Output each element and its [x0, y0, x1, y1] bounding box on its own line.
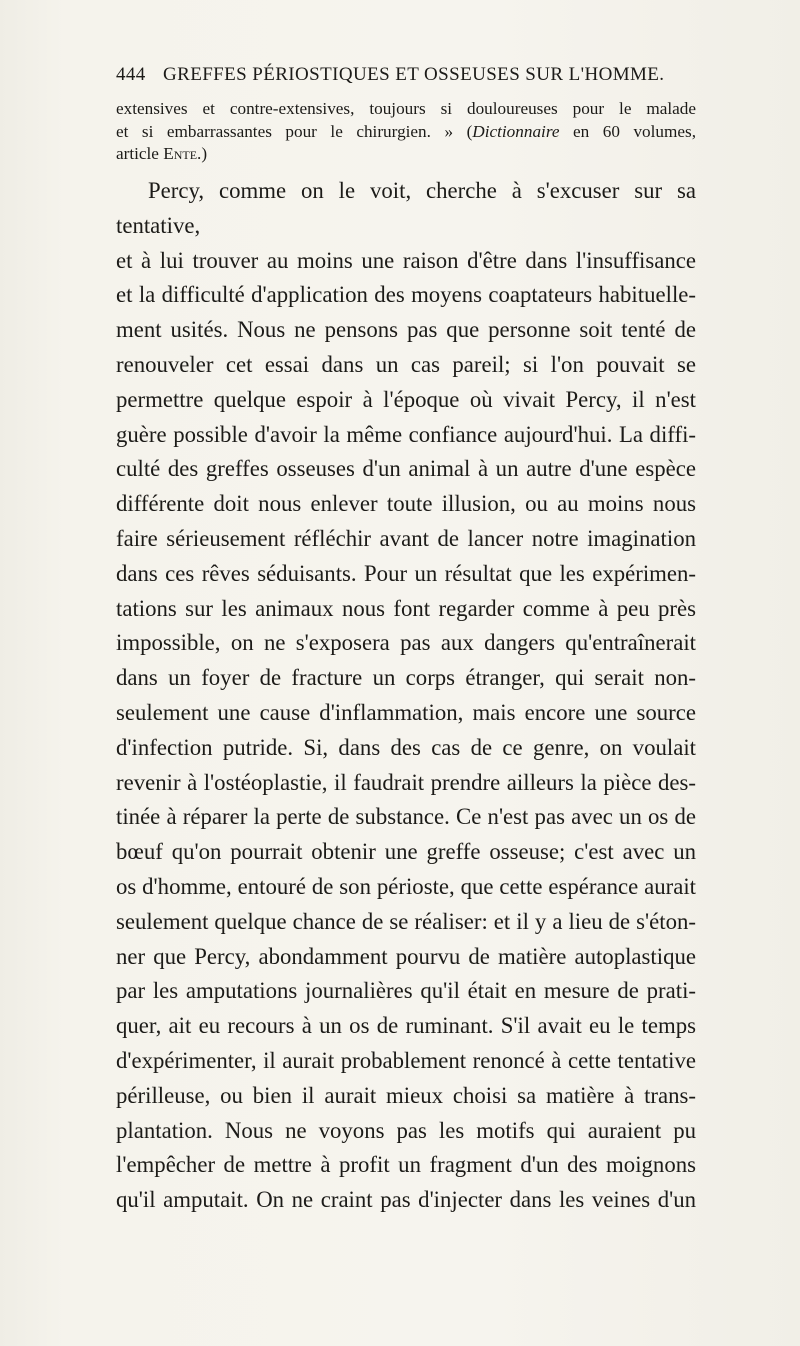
paragraph-line: revenir à l'ostéoplastie, il faudrait prendre ailleurs la pièce des-: [116, 769, 696, 795]
paragraph-line: guère possible d'avoir la même confiance aujourd'hui. La diffi-: [116, 421, 696, 447]
paragraph-line: renouveler cet essai dans un cas pareil; si l'on pouvait se: [116, 351, 696, 377]
quotation-line: article Ente.): [116, 144, 208, 163]
paragraph-line: ment usités. Nous ne pensons pas que personne soit tenté de: [116, 317, 696, 343]
dictionary-title: Dictionnaire: [472, 121, 560, 141]
paragraph-line: plantation. Nous ne voyons pas les motifs qui auraient pu: [116, 1117, 696, 1143]
quotation-end: [116, 98, 696, 166]
paragraph-line: ner que Percy, abondamment pourvu de matière autoplastique: [116, 943, 696, 969]
paragraph-line: seulement une cause d'inflammation, mais encore une source: [116, 699, 696, 725]
paragraph-line: Percy, comme on le voit, cherche à s'excuser sur sa tentative,: [116, 178, 696, 238]
paragraph-line: dans un foyer de fracture un corps étranger, qui serait non-: [116, 665, 696, 691]
paragraph-line: d'expérimenter, il aurait probablement renoncé à cette tentative: [116, 1047, 696, 1073]
quotation-line: extensives et contre-extensives, toujours si douloureuses pour le malade: [116, 99, 696, 118]
paragraph-line: impossible, on ne s'exposera pas aux dangers qu'entraînerait: [116, 630, 696, 656]
page-header: [116, 64, 696, 90]
paragraph-line: seulement quelque chance de se réaliser: et il y a lieu de s'éton-: [116, 908, 696, 934]
page-number: 444: [116, 64, 146, 85]
paragraph-line: bœuf qu'on pourrait obtenir une greffe osseuse; c'est avec un: [116, 839, 696, 865]
paragraph: [116, 174, 696, 1218]
paragraph-line: quer, ait eu recours à un os de ruminant. S'il avait eu le temps: [116, 1013, 696, 1039]
paragraph-line: faire sérieusement réfléchir avant de lancer notre imagination: [116, 525, 696, 551]
paragraph-line: différente doit nous enlever toute illusion, ou au moins nous: [116, 491, 696, 517]
quotation-line: et si embarrassantes pour le chirurgien. » (Dictionnaire en 60 volumes,: [116, 121, 696, 141]
paragraph-line: par les amputations journalières qu'il était en mesure de prati-: [116, 978, 696, 1004]
paragraph-line: d'infection putride. Si, dans des cas de ce genre, on voulait: [116, 734, 696, 760]
paragraph-line: tations sur les animaux nous font regarder comme à peu près: [116, 595, 696, 621]
paragraph-line: culté des greffes osseuses d'un animal à un autre d'une espèce: [116, 456, 696, 482]
paragraph-line: dans ces rêves séduisants. Pour un résultat que les expérimen-: [116, 560, 696, 586]
running-title: GREFFES PÉRIOSTIQUES ET OSSEUSES SUR L'HOMME.: [163, 64, 665, 85]
paragraph-line: et la difficulté d'application des moyens coaptateurs habituelle-: [116, 282, 696, 308]
paragraph-line: qu'il amputait. On ne craint pas d'injecter dans les veines d'un: [116, 1187, 696, 1213]
paragraph-line: tinée à réparer la perte de substance. Ce n'est pas avec un os de: [116, 804, 696, 830]
paragraph-line: périlleuse, ou bien il aurait mieux choisi sa matière à trans-: [116, 1082, 696, 1108]
paragraph-line: os d'homme, entouré de son périoste, que cette espérance aurait: [116, 873, 696, 899]
paragraph-line: permettre quelque espoir à l'époque où vivait Percy, il n'est: [116, 386, 696, 412]
paragraph-line: l'empêcher de mettre à profit un fragment d'un des moignons: [116, 1152, 696, 1178]
article-name: Ente.: [163, 144, 202, 163]
paragraph-line: et à lui trouver au moins une raison d'être dans l'insuffisance: [116, 247, 696, 273]
